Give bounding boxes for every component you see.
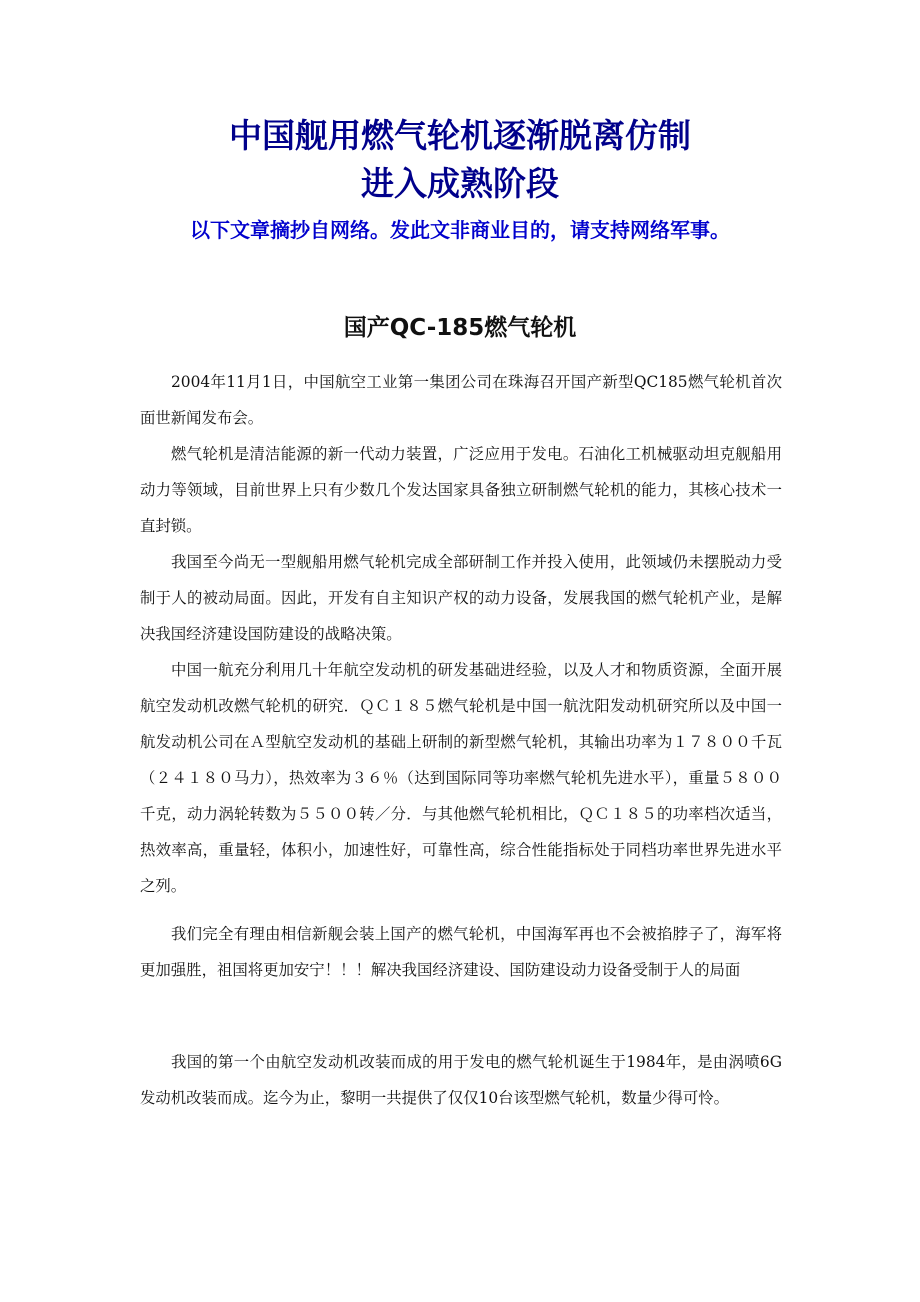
paragraph: 我国至今尚无一型舰船用燃气轮机完成全部研制工作并投入使用，此领域仍未摆脱动力受制于人的被动局面。因此，开发有自主知识产权的动力设备，发展我国的燃气轮机产业，是解决我国经济建设国防建设的战略决策。 <box>140 553 782 643</box>
section-title: 国产QC-185燃气轮机 <box>343 315 577 341</box>
paragraph: 我们完全有理由相信新舰会装上国产的燃气轮机，中国海军再也不会被掐脖子了，海军将更加强胜，祖国将更加安宁！！！解决我国经济建设、国防建设动力设备受制于人的局面 <box>140 925 782 979</box>
title-line-2: 进入成熟阶段 <box>361 164 559 203</box>
title-line-1: 中国舰用燃气轮机逐渐脱离仿制 <box>229 116 691 155</box>
paragraph: 燃气轮机是清洁能源的新一代动力装置，广泛应用于发电。石油化工机械驱动坦克舰船用动力等领域，目前世界上只有少数几个发达国家具备独立研制燃气轮机的能力，其核心技术一直封锁。 <box>140 445 782 535</box>
paragraph: 中国一航充分利用几十年航空发动机的研发基础进经验，以及人才和物质资源，全面开展航空发动机改燃气轮机的研究．ＱＣ１８５燃气轮机是中国一航沈阳发动机研究所以及中国一航发动机公司在Ａ型航空发动机的基础上研制的新型燃气轮机，其输出功率为１７８００千瓦（２４１８０马力），热效率为３６％（达到国际同等功率燃气轮机先进水平），重量５８００千克，动力涡轮转数为５５００转／分．与其他燃气轮机相比，ＱＣ１８５的功率档次适当，热效率高，重量轻，体积小，加速性好，可靠性高，综合性能指标处于同档功率世界先进水平之列。 <box>140 661 782 895</box>
paragraph: 我国的第一个由航空发动机改装而成的用于发电的燃气轮机诞生于1984年，是由涡喷6G发动机改装而成。迄今为止，黎明一共提供了仅仅10台该型燃气轮机，数量少得可怜。 <box>140 1053 782 1107</box>
subtitle: 以下文章摘抄自网络。发此文非商业目的，请支持网络军事。 <box>190 218 730 242</box>
paragraph: 2004年11月1日，中国航空工业第一集团公司在珠海召开国产新型QC185燃气轮机首次面世新闻发布会。 <box>140 373 782 427</box>
